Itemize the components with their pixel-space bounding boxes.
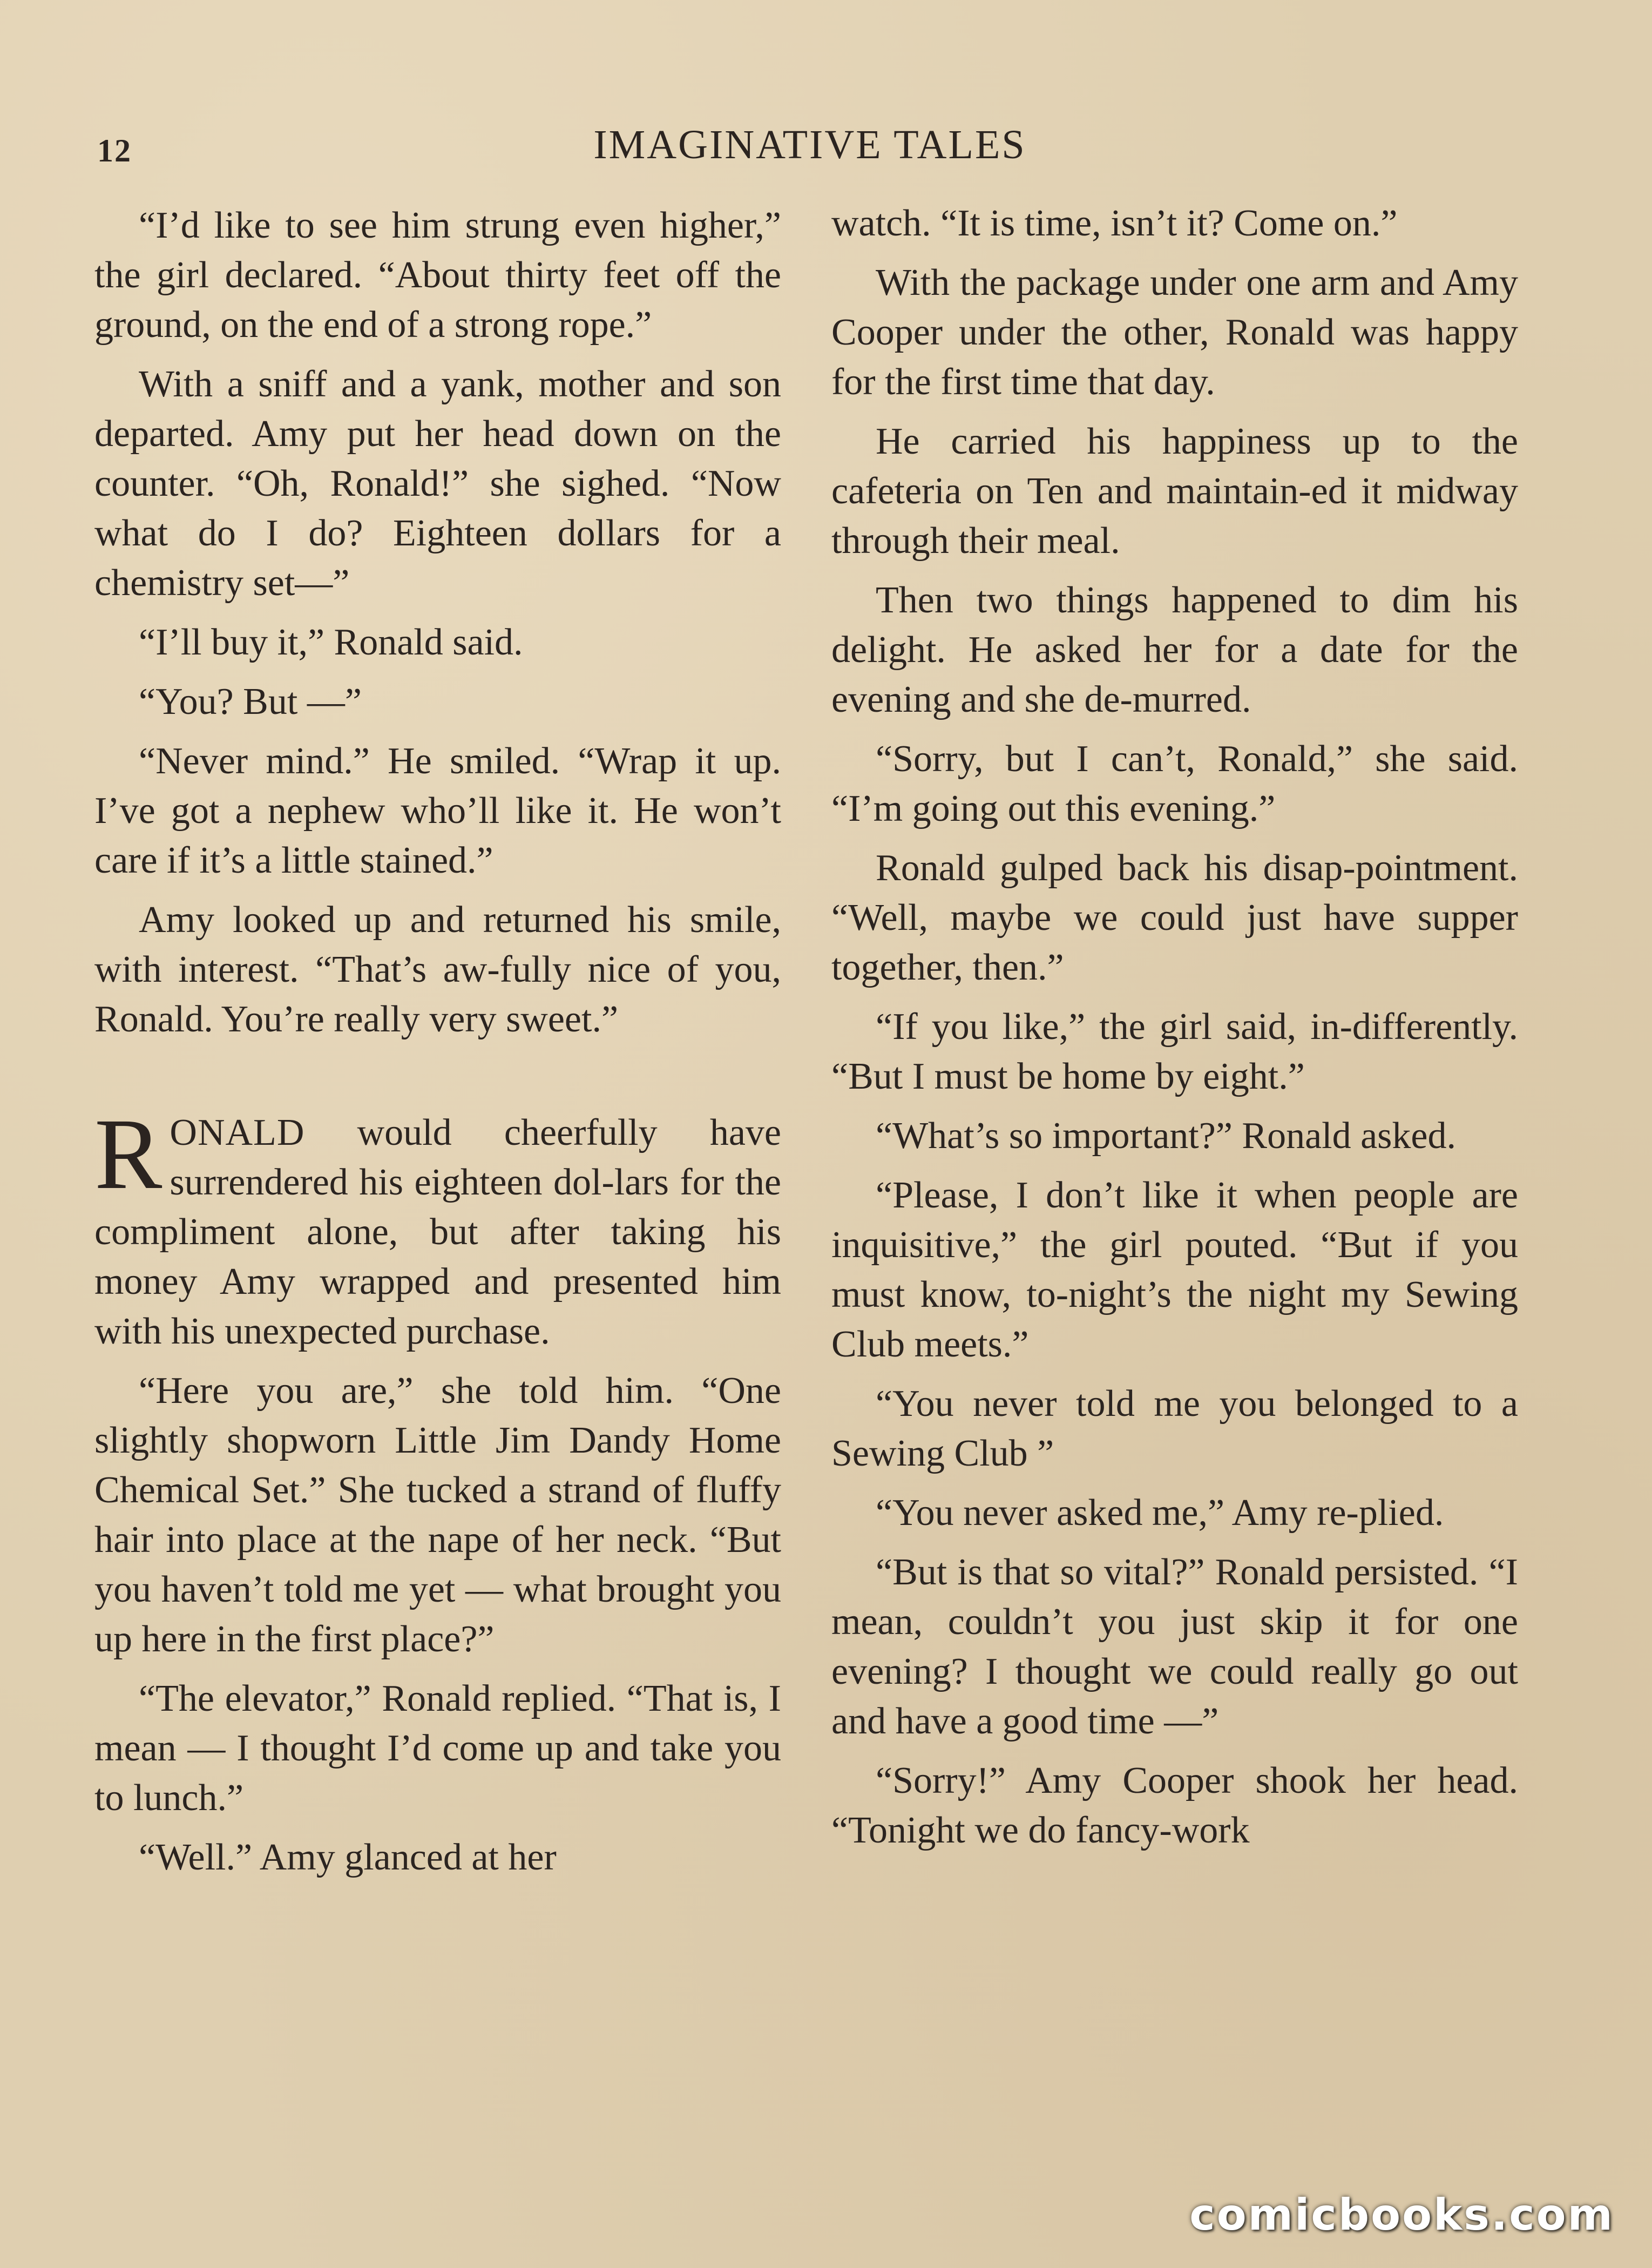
paragraph: “If you like,” the girl said, in-differently. “But I must be home by eight.” [831,1006,1518,1097]
smallcaps-word: ONALD [170,1112,305,1153]
drop-cap: R [94,1097,163,1210]
left-column [94,201,781,1892]
paragraph: “But is that so vital?” Ronald persisted. “I mean, couldn’t you just skip it for one evening? I thought we could really go out and have a good time —” [831,1551,1518,1742]
paragraph: “Sorry!” Amy Cooper shook her head. “Tonight we do fancy-work [831,1760,1518,1851]
paragraph: “Here you are,” she told him. “One slightly shopworn Little Jim Dandy Home Chemical Set.” She tucked a strand of fluffy hair into place at the nape of her neck. “But you haven’t told me yet — what brought you up here in the first place?” [94,1370,781,1660]
paragraph: Then two things happened to dim his delight. He asked her for a date for the evening and she de-murred. [831,579,1518,720]
paragraph: “Sorry, but I can’t, Ronald,” she said. “I’m going out this evening.” [831,738,1518,829]
paragraph-text: would cheerfully have surrendered his eighteen dol-lars for the compliment alone, but after taking his money Amy wrapped and presented him with his unexpected purchase. [94,1112,781,1352]
paragraph: “You never asked me,” Amy re-plied. [876,1492,1444,1534]
paragraph: “The elevator,” Ronald replied. “That is, I mean — I thought I’d come up and take you to lunch.” [94,1678,781,1819]
paragraph: He carried his happiness up to the cafeteria on Ten and maintain-ed it midway through their meal. [831,421,1518,562]
paragraph: Ronald gulped back his disap-pointment. “Well, maybe we could just have supper together, then.” [831,847,1518,988]
right-column [831,199,1518,1865]
page-number: 12 [97,133,132,168]
running-title: IMAGINATIVE TALES [593,122,1026,167]
paragraph: Amy looked up and returned his smile, with interest. “That’s aw-fully nice of you, Ronald. You’re really very sweet.” [94,899,781,1040]
paragraph: “What’s so important?” Ronald asked. [876,1115,1456,1157]
dropcap-paragraph [94,1097,781,1356]
paragraph: “Well.” Amy glanced at her [139,1837,557,1878]
paragraph: “I’ll buy it,” Ronald said. [139,622,523,663]
continued-paragraph: watch. “It is time, isn’t it? Come on.” [831,202,1398,244]
paragraph: “You never told me you belonged to a Sewing Club ” [831,1383,1518,1474]
page-header [92,122,1528,176]
paragraph: With the package under one arm and Amy Cooper under the other, Ronald was happy for the first time that day. [831,262,1518,403]
watermark: comicbooks.com [1189,2190,1614,2240]
paragraph: “I’d like to see him strung even higher,” the girl declared. “About thirty feet off the ground, on the end of a strong rope.” [94,205,781,346]
section-break [94,1054,781,1108]
paragraph: “Please, I don’t like it when people are inquisitive,” the girl pouted. “But if you must know, to-night’s the night my Sewing Club meets.” [831,1174,1518,1365]
paragraph: “Never mind.” He smiled. “Wrap it up. I’ve got a nephew who’ll like it. He won’t care if it’s a little stained.” [94,740,781,881]
paragraph: With a sniff and a yank, mother and son departed. Amy put her head down on the counter. “Oh, Ronald!” she sighed. “Now what do I do? Eighteen dollars for a chemistry set—” [94,363,781,604]
paragraph: “You? But —” [139,681,362,723]
